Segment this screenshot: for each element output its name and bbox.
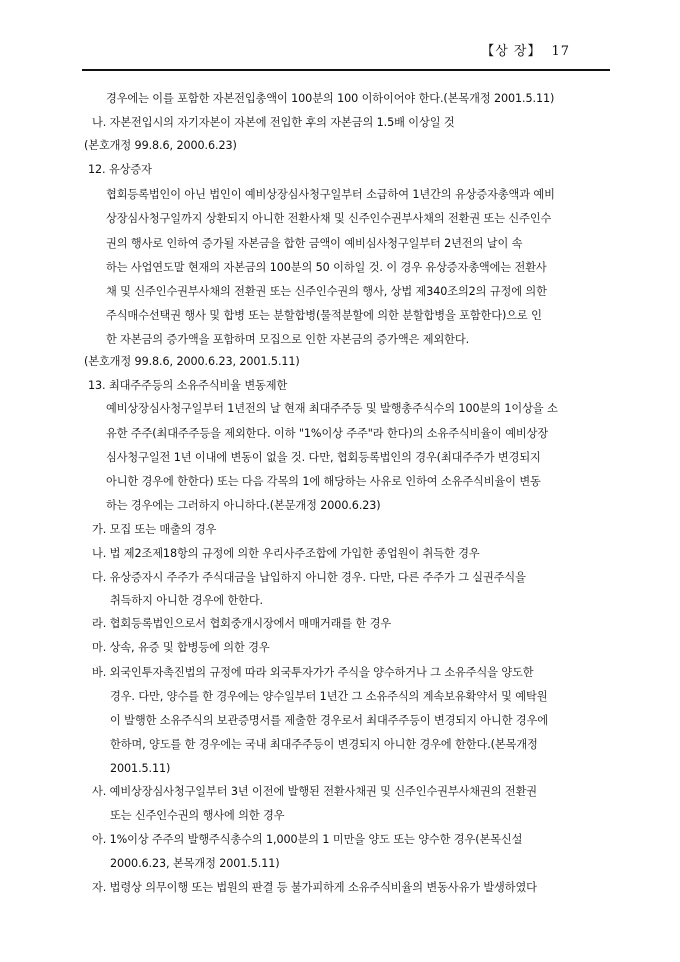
text-line: 하는 사업연도말 현재의 자본금의 100분의 50 이하일 것. 이 경우 유상증자총액에는 전환사 (106, 261, 547, 274)
text-line: (본호개정 99.8.6, 2000.6.23, 2001.5.11) (84, 355, 300, 368)
page-number: 17 (551, 44, 570, 59)
text-line: 사. 예비상장심사청구일부터 3년 이전에 발행된 전환사채권 및 신주인수권부사채권의 전환권 (92, 785, 537, 798)
text-line: 라. 협회등록법인으로서 협회중개시장에서 매매거래를 한 경우 (92, 617, 392, 630)
text-line: 13. 최대주주등의 소유주식비율 변동제한 (88, 379, 288, 392)
text-line: 협회등록법인이 아닌 법인이 예비상장심사청구일부터 소급하여 1년간의 유상증자총액과 예비 (106, 188, 555, 201)
text-line: 심사청구일전 1년 이내에 변동이 없을 것. 다만, 협회등록법인의 경우(최대주주가 변경되지 (106, 451, 541, 464)
text-line: 유한 주주(최대주주등을 제외한다. 이하 "1%이상 주주"라 한다)의 소유주식비율이 예비상장 (106, 427, 549, 440)
text-line: 바. 외국인투자촉진법의 규정에 따라 외국투자가가 주식을 양수하거나 그 소유주식을 양도한 (92, 666, 534, 679)
text-line: 나. 법 제2조제18항의 규정에 의한 우리사주조합에 가입한 종업원이 취득한 경우 (92, 547, 480, 560)
text-line: 2000.6.23, 본목개정 2001.5.11) (110, 857, 280, 870)
header-rule (82, 69, 610, 71)
text-line: 경우에는 이를 포함한 자본전입총액이 100분의 100 이하이어야 한다.(본목개정 2001.5.11) (106, 92, 555, 105)
text-line: 채 및 신주인수권부사채의 전환권 또는 신주인수권의 행사, 상법 제340조의2의 규정에 의한 (106, 285, 547, 298)
text-line: 12. 유상증자 (88, 163, 152, 176)
text-line: (본호개정 99.8.6, 2000.6.23) (84, 139, 237, 152)
text-line: 다. 유상증자시 주주가 주식대금을 납입하지 아니한 경우. 다만, 다른 주주가 그 실권주식을 (92, 571, 526, 584)
text-line: 취득하지 아니한 경우에 한한다. (110, 594, 264, 607)
text-line: 한 자본금의 증가액을 포함하며 모집으로 인한 자본금의 증가액은 제외한다. (106, 333, 470, 346)
text-line: 경우. 다만, 양수를 한 경우에는 양수일부터 1년간 그 소유주식의 계속보유확약서 및 예탁원 (110, 690, 548, 703)
text-line: 한하며, 양도를 한 경우에는 국내 최대주주등이 변경되지 아니한 경우에 한한다.(본목개정 (110, 738, 538, 751)
text-line: 또는 신주인수권의 행사에 의한 경우 (110, 809, 285, 822)
text-line: 아. 1%이상 주주의 발행주식총수의 1,000분의 1 미만을 양도 또는 양수한 경우(본목신설 (92, 833, 523, 846)
text-line: 이 발행한 소유주식의 보관증명서를 제출한 경우로서 최대주주등이 변경되지 아니한 경우에 (110, 714, 548, 727)
text-line: 상장심사청구일까지 상환되지 아니한 전환사채 및 신주인수권부사채의 전환권 또는 신주인수 (106, 212, 552, 225)
text-line: 예비상장심사청구일부터 1년전의 날 현재 최대주주등 및 발행총주식수의 100분의 1이상을 소 (106, 402, 558, 415)
text-line: 주식매수선택권 행사 및 합병 또는 분할합병(물적분할에 의한 분할합병을 포함한다)으로 인 (106, 309, 542, 322)
text-line: 마. 상속, 유증 및 합병등에 의한 경우 (92, 641, 270, 654)
text-line: 자. 법령상 의무이행 또는 법원의 판결 등 불가피하게 소유주식비율의 변동사유가 발생하였다 (92, 881, 537, 894)
text-line: 권의 행사로 인하여 증가될 자본금을 합한 금액이 예비심사청구일부터 2년전의 날이 속 (106, 237, 523, 250)
text-line: 가. 모집 또는 매출의 경우 (92, 523, 217, 536)
text-line: 나. 자본전입시의 자기자본이 자본에 전입한 후의 자본금의 1.5배 이상일 것 (92, 116, 455, 129)
section-title: 【상 장】 (481, 44, 542, 59)
text-line: 2001.5.11) (110, 762, 171, 775)
text-line: 하는 경우에는 그러하지 아니하다.(본문개정 2000.6.23) (106, 499, 381, 512)
page-header (481, 40, 570, 59)
text-line: 아니한 경우에 한한다) 또는 다음 각목의 1에 해당하는 사유로 인하여 소유주식비율이 변동 (106, 475, 541, 488)
